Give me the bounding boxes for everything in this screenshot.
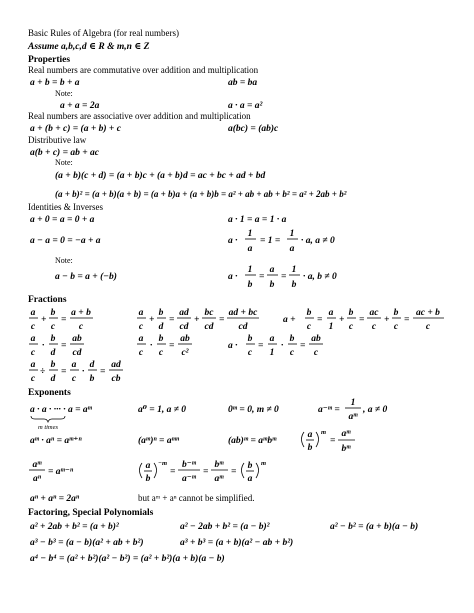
subtraction-definition: a − b = a + (−b) <box>55 272 117 282</box>
properties-heading: Properties <box>28 55 71 65</box>
exponent: m <box>261 460 267 467</box>
fraction-numerator: ab <box>180 334 190 344</box>
note-label: Note: <box>55 89 73 98</box>
exponent-definition-count: m times <box>38 424 59 431</box>
fraction-denominator: c <box>371 322 377 332</box>
additive-inverse: a − a = 0 = −a + a <box>30 236 101 246</box>
division-definition <box>228 265 337 290</box>
fraction-numerator: a <box>269 265 275 275</box>
fraction-numerator: aᵐ <box>341 429 351 439</box>
multiplicative-identity: a · 1 = a = 1 · a <box>228 215 287 225</box>
fraction-numerator: b <box>247 461 253 471</box>
fraction-numerator: a <box>328 308 334 318</box>
equals-sign: = <box>258 341 264 351</box>
plus-sign: + <box>339 315 345 325</box>
fraction-numerator: ad + bc <box>228 308 258 318</box>
fraction-denominator: c <box>30 322 36 332</box>
difference-of-cubes: a³ − b³ = (a − b)(a² + ab + b²) <box>30 538 144 548</box>
equals-sign: = <box>61 367 67 377</box>
fraction-denominator: 1 <box>269 348 275 358</box>
division-prefix: a · <box>228 272 238 282</box>
fraction-denominator: bᵐ <box>341 444 351 454</box>
fraction-denominator: a <box>289 244 295 254</box>
plus-sign: + <box>194 315 200 325</box>
fraction-denominator: a <box>247 474 253 484</box>
fraction-numerator: ac <box>369 308 379 318</box>
fraction-numerator: b <box>289 334 295 344</box>
product-rule: aᵐ · aⁿ = aᵐ⁺ⁿ <box>30 436 82 446</box>
document-title: Basic Rules of Algebra (for real numbers) <box>28 28 179 38</box>
fraction-denominator: 1 <box>328 322 334 332</box>
fraction-numerator: bc <box>204 308 214 318</box>
power-of-product: (ab)ᵐ = aᵐbᵐ <box>228 436 277 446</box>
sum-same-exponent: aⁿ + aⁿ = 2aⁿ <box>30 494 80 504</box>
associative-multiplication: a(bc) = (ab)c <box>228 124 279 134</box>
equals-sign: = <box>359 315 365 325</box>
fraction-numerator: a <box>30 360 36 370</box>
exponent-definition: a · a · ··· · a = aᵐ <box>30 405 92 415</box>
fraction-denominator: c <box>71 374 77 384</box>
zero-exponent: a⁰ = 1, a ≠ 0 <box>138 405 187 415</box>
fraction-denominator: c <box>425 322 431 332</box>
fraction-numerator: ad <box>111 360 121 370</box>
fraction-numerator: a + b <box>71 308 91 318</box>
equals-sign: = <box>300 341 306 351</box>
fraction-denominator: c <box>78 322 84 332</box>
distributive-foil: (a + b)(c + d) = (a + b)c + (a + b)d = ac + bc + ad + bd <box>55 171 266 181</box>
fraction-denominator: c <box>50 322 56 332</box>
fraction-denominator: b <box>89 374 95 384</box>
fraction-numerator: a <box>138 308 144 318</box>
equals-sign: = <box>61 315 67 325</box>
plus-sign: + <box>41 315 47 325</box>
fraction-denominator: aᵐ <box>214 474 224 484</box>
exponent: −m <box>158 460 167 467</box>
fraction-numerator: a <box>71 360 77 370</box>
right-paren <box>256 463 259 478</box>
fraction-denominator: c <box>313 348 319 358</box>
dot-operator: · <box>82 367 85 377</box>
fraction-denominator: a⁻ᵐ <box>181 474 197 484</box>
fraction-numerator: b <box>50 308 56 318</box>
fraction-denominator: b <box>291 280 297 290</box>
factoring-heading: Factoring, Special Polynomials <box>28 508 154 518</box>
equals-sign: = <box>231 467 237 477</box>
fraction-denominator: aᵐ <box>348 412 358 422</box>
sum-of-cubes: a³ + b³ = (a + b)(a² − ab + b²) <box>180 538 294 548</box>
multiplicative-inverse <box>228 229 335 254</box>
equals-sign: = <box>259 272 265 282</box>
dot-operator: · <box>150 341 153 351</box>
fraction-denominator: c <box>158 348 164 358</box>
fraction-denominator: b <box>247 280 253 290</box>
fraction-numerator: a <box>30 308 36 318</box>
equals-sign: = <box>169 341 175 351</box>
mult-inverse-prefix: a · <box>228 236 238 246</box>
equals-sign: = <box>330 436 336 446</box>
fraction-numerator: b <box>158 334 164 344</box>
fraction-numerator: b <box>348 308 354 318</box>
fraction-denominator: c <box>30 348 36 358</box>
power-of-power: (aᵐ)ⁿ = aᵐⁿ <box>138 436 180 446</box>
assumption-line: Assume a,b,c,d ∈ R & m,n ∈ Z <box>28 42 150 52</box>
additive-identity: a + 0 = a = 0 + a <box>30 215 95 225</box>
fraction-numerator: ad <box>179 308 189 318</box>
fraction-denominator: c <box>247 348 253 358</box>
fraction-numerator: 1 <box>350 398 356 408</box>
fractions-heading: Fractions <box>28 295 67 305</box>
mult-inverse-middle: = 1 = <box>260 236 281 246</box>
distributive-square: (a + b)² = (a + b)(a + b) = (a + b)a + (a + b)b = a² + ab + ab + b² = a² + 2ab + b² <box>55 189 347 199</box>
fraction-denominator: c <box>30 374 36 384</box>
expression-prefix: a + <box>283 315 296 325</box>
mult-inverse-suffix: · a, a ≠ 0 <box>301 236 335 246</box>
fraction-numerator: ab <box>72 334 82 344</box>
exponent-rules <box>29 398 387 504</box>
fraction-numerator: b <box>306 308 312 318</box>
note-addition: a + a = 2a <box>60 101 100 111</box>
plus-sign: + <box>384 315 390 325</box>
cannot-simplify-note: but aᵐ + aⁿ cannot be simplified. <box>138 493 255 503</box>
fraction-numerator: b <box>247 334 253 344</box>
right-paren <box>154 463 157 478</box>
equals-sign: = <box>281 272 287 282</box>
distributive-law: a(b + c) = ab + ac <box>30 148 100 158</box>
fraction-numerator: d <box>89 360 95 370</box>
dot-operator: · <box>42 341 45 351</box>
fraction-denominator: d <box>158 322 164 332</box>
equals-sign: = <box>61 341 67 351</box>
quotient-rule-result: = aᵐ⁻ⁿ <box>48 467 74 477</box>
fraction-rules <box>29 308 444 384</box>
fraction-denominator: b <box>269 280 275 290</box>
equals-sign: = <box>219 315 225 325</box>
fraction-denominator: c <box>393 322 399 332</box>
fraction-numerator: a <box>138 334 144 344</box>
fraction-numerator: b <box>393 308 399 318</box>
fraction-numerator: 1 <box>291 265 297 275</box>
fraction-numerator: ac + b <box>416 308 440 318</box>
expression-prefix: a · <box>228 341 238 351</box>
fraction-denominator: d <box>50 348 56 358</box>
fraction-numerator: 1 <box>289 229 295 239</box>
commutative-multiplication: ab = ba <box>228 78 258 88</box>
fraction-denominator: c <box>138 348 144 358</box>
left-paren <box>242 463 245 478</box>
commutative-description: Real numbers are commutative over addition and multiplication <box>28 65 259 75</box>
exponents-heading: Exponents <box>28 388 71 398</box>
fraction-denominator: cb <box>111 374 121 384</box>
fraction-numerator: b <box>50 334 56 344</box>
factoring-rules <box>30 521 418 564</box>
equals-sign: = <box>100 367 106 377</box>
fraction-numerator: a <box>145 461 151 471</box>
equals-sign: = <box>404 315 410 325</box>
fraction-denominator: cd <box>238 322 248 332</box>
fraction-denominator: b <box>307 443 313 453</box>
equals-sign: = <box>170 467 176 477</box>
equals-sign: = <box>317 315 323 325</box>
fraction-numerator: bᵐ <box>214 460 224 470</box>
associative-addition: a + (b + c) = (a + b) + c <box>30 124 121 134</box>
fraction-denominator: c² <box>181 348 189 358</box>
fraction-numerator: 1 <box>247 265 253 275</box>
fraction-numerator: b <box>50 360 56 370</box>
fraction-denominator: c <box>138 322 144 332</box>
negative-exponent-suffix: , a ≠ 0 <box>363 405 388 415</box>
equals-sign: = <box>203 467 209 477</box>
plus-sign: + <box>149 315 155 325</box>
perfect-square-sum: a² + 2ab + b² = (a + b)² <box>30 522 119 532</box>
fraction-numerator: a <box>269 334 275 344</box>
fraction-denominator: aⁿ <box>32 474 42 484</box>
note-label: Note: <box>55 256 73 265</box>
fraction-denominator: d <box>50 374 56 384</box>
zero-power: 0ᵐ = 0, m ≠ 0 <box>228 405 279 415</box>
fraction-denominator: cd <box>179 322 189 332</box>
negative-exponent-prefix: a⁻ᵐ = <box>318 405 340 415</box>
fraction-denominator: a <box>247 244 253 254</box>
fraction-denominator: c <box>289 348 295 358</box>
fraction-denominator: cd <box>72 348 82 358</box>
fraction-numerator: aᵐ <box>32 460 42 470</box>
fraction-numerator: 1 <box>247 229 253 239</box>
right-paren <box>316 432 319 447</box>
difference-of-squares: a² − b² = (a + b)(a − b) <box>330 522 419 532</box>
fraction-denominator: b <box>145 474 151 484</box>
note-label: Note: <box>55 158 73 167</box>
fraction-numerator: a <box>307 430 313 440</box>
fraction-denominator: c <box>306 322 312 332</box>
associative-description: Real numbers are associative over addition and multiplication <box>28 111 251 121</box>
divide-sign: ÷ <box>40 367 46 377</box>
note-multiplication: a · a = a² <box>228 101 263 111</box>
equals-sign: = <box>169 315 175 325</box>
left-paren <box>302 432 305 447</box>
division-suffix: · a, b ≠ 0 <box>303 272 337 282</box>
difference-of-fourth-powers: a⁴ − b⁴ = (a² + b²)(a² − b²) = (a² + b²)(a + b)(a − b) <box>30 554 225 564</box>
fraction-denominator: cd <box>204 322 214 332</box>
fraction-numerator: a <box>30 334 36 344</box>
fraction-numerator: b⁻ᵐ <box>181 460 197 470</box>
fraction-numerator: b <box>158 308 164 318</box>
distributive-description: Distributive law <box>28 135 87 145</box>
commutative-addition: a + b = b + a <box>30 78 80 88</box>
underbrace <box>31 416 65 422</box>
fraction-numerator: ab <box>311 334 321 344</box>
identities-heading: Identities & Inverses <box>28 202 103 212</box>
perfect-square-difference: a² − 2ab + b² = (a − b)² <box>180 522 270 532</box>
exponent: m <box>321 429 327 436</box>
dot-operator: · <box>281 341 284 351</box>
fraction-denominator: c <box>348 322 354 332</box>
left-paren <box>140 463 143 478</box>
